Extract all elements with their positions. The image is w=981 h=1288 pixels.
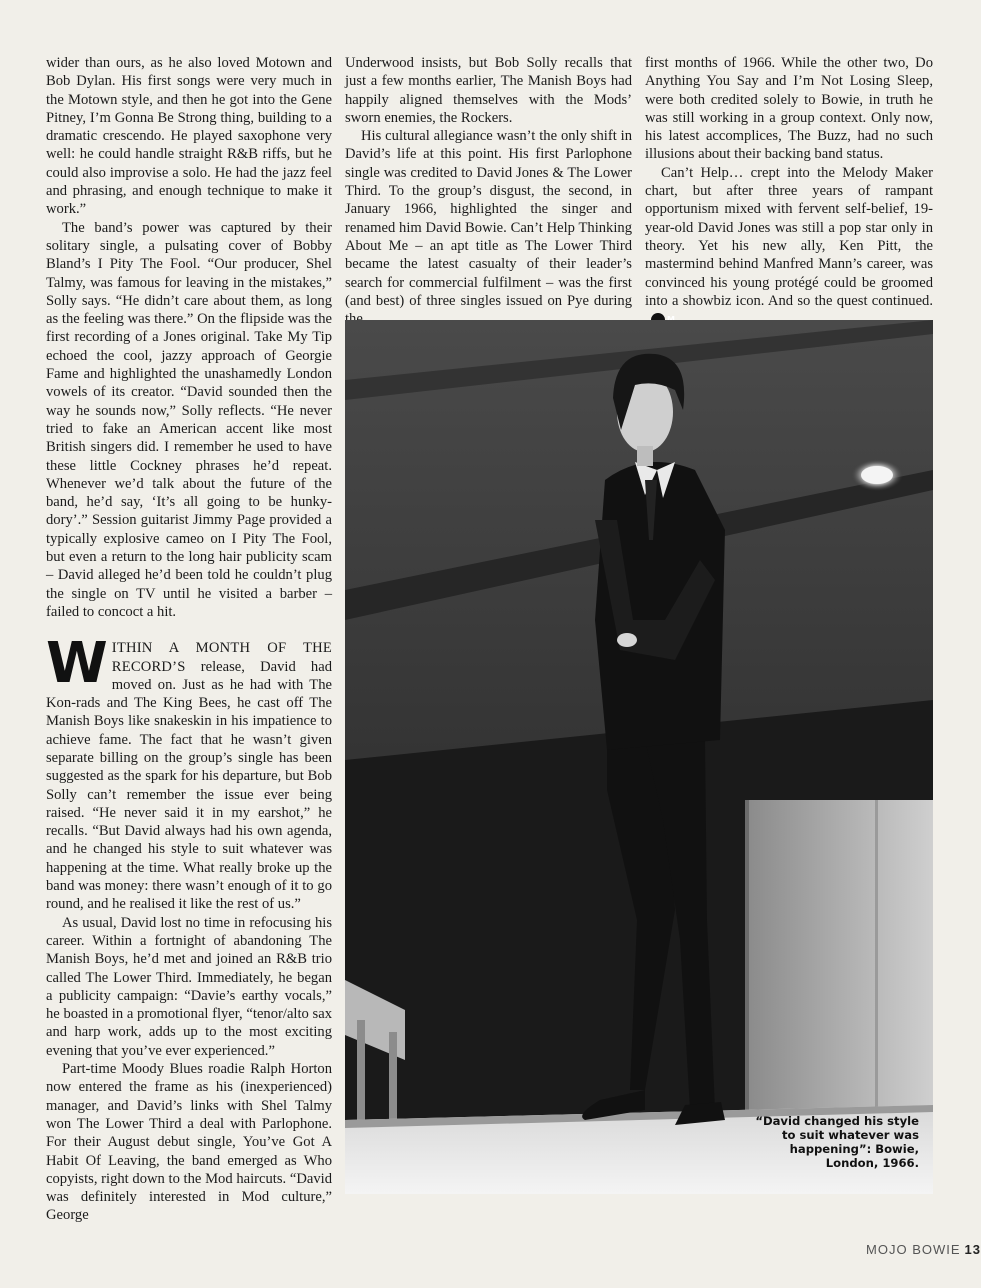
photo-caption: “David changed his style to suit whatever was happening”: Bowie, London, 1966. [755,1114,919,1170]
drop-cap: W [46,631,108,697]
bowie-photo [345,320,933,1194]
paragraph: The band’s power was captured by their solitary single, a pulsating cover of Bobby Bland’s I Pity The Fool. “Our producer, Shel Talmy, was famous for leaving in the mistakes,” Solly says. “He didn’t care about them, as long as the feeling was there.” On the flipside was the first recording of a Jones original. Take My Tip echoed the cool, jazzy approach of Georgie Fame and highlighted the unashamedly London vowels of its creator. “David sounded then the way he sounds now,” Solly reflects. “He never tried to fake an American accent like most British singers did. I remember he used to have these little Cockney phrases he’d repeat. Whenever we’d talk about the future of the band, he’d say, ‘It’s all going to be hunky-dory’.” Session guitarist Jimmy Page provided a typically explosive cameo on I Pity The Fool, but even a return to the long hair publicity scam – David alleged he’d been told he couldn’t plug the single on TV until he visited a barber – failed to concoct a hit. [46,219,332,620]
lead-in-caps: ITHIN A MONTH OF THE RECORD’S [111,640,332,675]
paragraph: Underwood insists, but Bob Solly recalls that just a few months earlier, The Manish Boys had happily aligned themselves with the Mods’ sworn enemies, the Rockers. [345,55,632,126]
paragraph: wider than ours, as he also loved Motown and Bob Dylan. His first songs were very much in the Motown style, and then he got into the Gene Pitney, I’m Gonna Be Strong thing, building to a dramatic crescendo. He played saxophone very well: he could handle straight R&B riffs, but he could also improvise a solo. He had the jazz feel and phrasing, and enough technique to make it work.” [46,55,332,218]
section-lead-paragraph [46,631,332,913]
paragraph-text: Can’t Help… crept into the Melody Maker chart, but after three years of rampant opportunism mixed with fervent self-belief, 19-year-old David Jones was still a pop star only in theory. Yet his new ally, Ken Pitt, the mastermind behind Manfred Mann’s career, was convinced his young protégé could be groomed into a showbiz icon. And so the quest continued. [645,164,933,309]
article-column-1 [46,54,332,1225]
paragraph [645,164,933,329]
article-column-3 [645,54,933,328]
lead-paragraph-text: release, David had moved on. Just as he had with The Kon-rads and The King Bees, he cast off The Manish Boys like snakeskin in his impatience to achieve fame. The fact that he wasn’t given separate billing on the group’s single has been suggested as the spark for his departure, but Bob Solly can’t remember the issue ever being raised. “He never said it in my earshot,” he recalls. “But David always had his own agenda, and he changed his style to suit whatever was happening at the time. What really broke up the band was money: there wasn’t enough of it to go round, and he realised it like the rest of us.” [46,658,332,913]
paragraph: first months of 1966. While the other two, Do Anything You Say and I’m Not Losing Sleep, were both credited solely to Bowie, in truth he was still working in a group context. Only now, his latest accomplices, The Buzz, had no such illusions about their backing band status. [645,55,933,163]
page-folio [866,1242,981,1257]
paragraph: As usual, David lost no time in refocusing his career. Within a fortnight of abandoning The Manish Boys, he’d met and joined an R&B trio called The Lower Third. Immediately, he began a publicity campaign: “Davie’s earthy vocals,” he boasted in a promotional flyer, “tenor/alto sax and harp work, adds up to the most exciting evening that you’ve ever experienced.” [46,914,332,1059]
photo-illustration [345,320,933,1194]
paragraph: His cultural allegiance wasn’t the only shift in David’s life at this point. His first Parlophone single was credited to David Jones & The Lower Third. To the group’s disgust, the second, in January 1966, highlighted the singer and renamed him David Bowie. Can’t Help Thinking About Me – an apt title as The Lower Third became the latest casualty of their leader’s search for commercial fulfilment – was the first (and best) of three singles issued on Pye during [345,128,632,309]
paragraph: Part-time Moody Blues roadie Ralph Horton now entered the frame as his (inexperienced) manager, and David’s links with Shel Talmy won The Lower Third a deal with Parlophone. For their August debut single, You’ve Got A Habit Of Leaving, the band emerged as Who copyists, right down to the Mod haircuts. “David was definitely interested in Mod culture,” George [46,1061,332,1224]
article-column-2 [345,54,632,328]
magazine-name: MOJO BOWIE [866,1242,961,1257]
page-number: 13 [964,1242,981,1257]
